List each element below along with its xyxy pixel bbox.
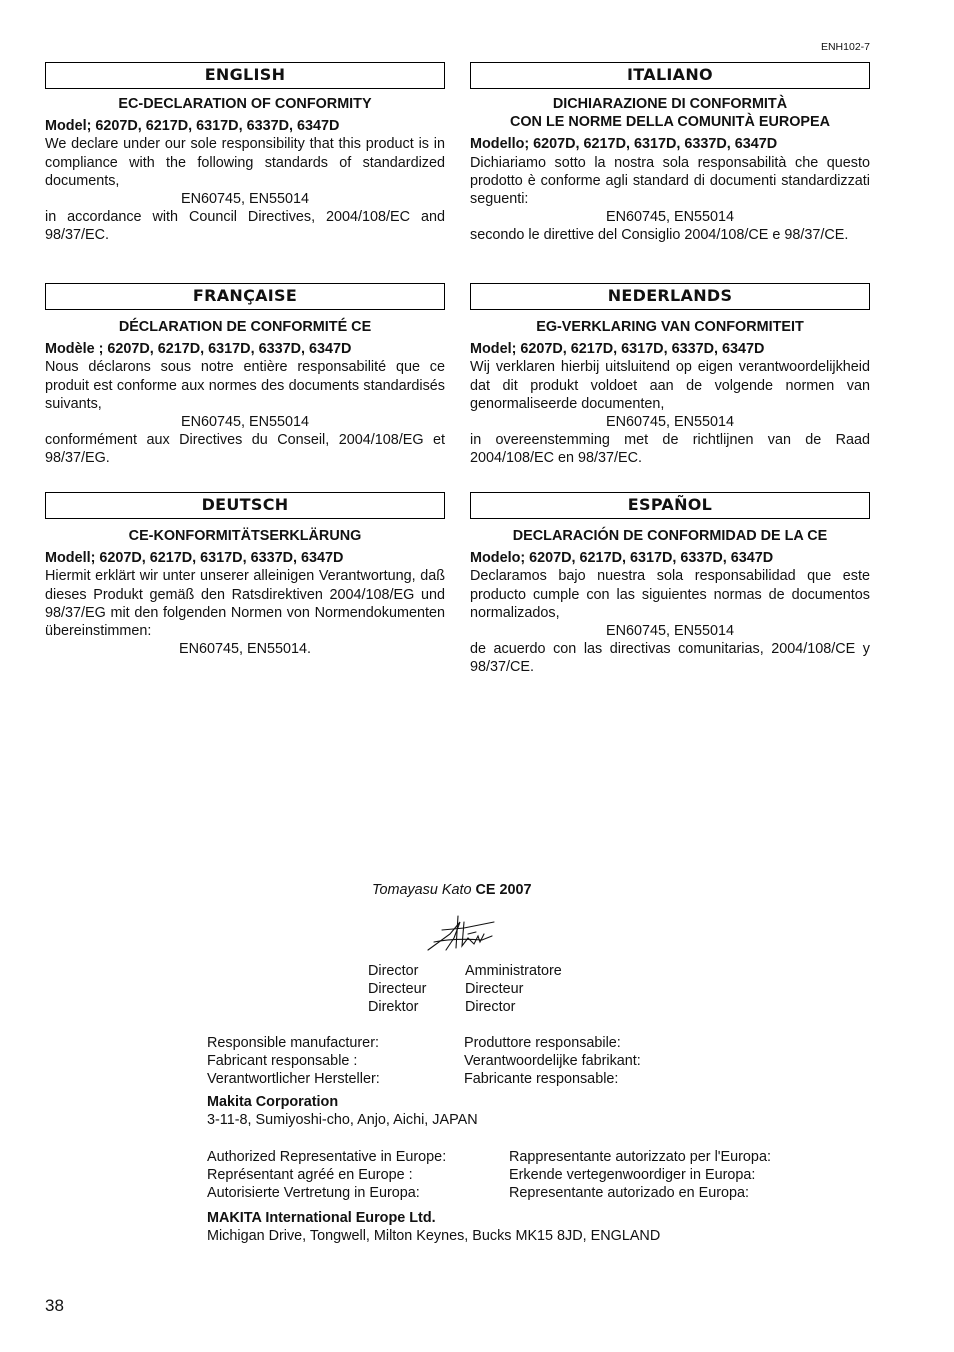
section-title-italiano: ITALIANO bbox=[470, 62, 870, 89]
title-right-3: Director bbox=[465, 999, 516, 1016]
title-right-2: Directeur bbox=[465, 981, 524, 998]
title-left-1: Director bbox=[368, 963, 419, 979]
section-title-nederlands: NEDERLANDS bbox=[470, 283, 870, 310]
section-nederlands bbox=[470, 283, 870, 468]
declaration-body: Wij verklaren hierbij uitsluitend op eigen verantwoordelijkheid dat dit produkt voldoet aan de volgende normen van genormaliseerde documenten, bbox=[470, 359, 870, 412]
manufacturer-label-nl: Verantwoordelijke fabrikant: bbox=[464, 1053, 641, 1070]
manufacturer-label-fr: Fabricant responsable : bbox=[207, 1053, 358, 1070]
representative-label-en: Authorized Representative in Europe: bbox=[207, 1149, 447, 1165]
model-line: Model; 6207D, 6217D, 6317D, 6337D, 6347D bbox=[470, 341, 765, 358]
title-right-1: Amministratore bbox=[465, 963, 562, 979]
declaration-body: Nous déclarons sous notre entière responsabilité que ce produit est conforme aux normes des documents standardisés suivants, bbox=[45, 359, 445, 412]
manufacturer-company: Makita Corporation bbox=[207, 1094, 339, 1110]
model-line: Model; 6207D, 6217D, 6317D, 6337D, 6347D bbox=[45, 118, 340, 135]
ce-year: CE 2007 bbox=[475, 882, 532, 898]
manufacturer-label-es: Fabricante responsable: bbox=[464, 1071, 619, 1088]
section-title-francaise: FRANÇAISE bbox=[45, 283, 445, 310]
manufacturer-labels bbox=[207, 1034, 704, 1089]
model-line: Modello; 6207D, 6217D, 6317D, 6337D, 6347D bbox=[470, 136, 778, 153]
manufacturer-address: 3-11-8, Sumiyoshi-cho, Anjo, Aichi, JAPAN bbox=[207, 1112, 478, 1128]
directives-line: in accordance with Council Directives, 2004/108/EC and 98/37/EC. bbox=[45, 209, 445, 244]
representative-labels bbox=[207, 1148, 809, 1203]
title-left-2: Directeur bbox=[368, 981, 427, 998]
declaration-body: Dichiariamo sotto la nostra sola responsabilità che questo prodotto è conforme agli standard di documenti standardizzati seguenti: bbox=[470, 154, 870, 208]
representative-label-nl: Erkende vertegenwoordiger in Europa: bbox=[509, 1167, 756, 1184]
page-number: 38 bbox=[45, 1296, 64, 1315]
section-deutsch bbox=[45, 492, 445, 658]
representative-label-de: Autorisierte Vertretung in Europa: bbox=[207, 1185, 420, 1202]
standards-line: EN60745, EN55014. bbox=[178, 641, 311, 658]
standards-line: EN60745, EN55014 bbox=[180, 191, 309, 208]
manufacturer-label-it: Produttore responsabile: bbox=[464, 1035, 621, 1051]
title-left-3: Direktor bbox=[368, 999, 419, 1016]
declaration-body: Hiermit erklärt wir unter unserer alleinigen Verantwortung, daß dieses Produkt gemäß den Ratsdirektiven 2004/108/EG und 98/37/EG mit den folgenden Normen von Normendokumenten übereinstimmen: bbox=[45, 568, 445, 640]
directives-line: secondo le direttive del Consiglio 2004/108/CE e 98/37/CE. bbox=[470, 227, 849, 244]
section-espanol bbox=[470, 492, 870, 677]
section-italiano bbox=[470, 62, 870, 245]
model-line: Modell; 6207D, 6217D, 6317D, 6337D, 6347D bbox=[45, 550, 344, 567]
representative-company: MAKITA International Europe Ltd. bbox=[207, 1210, 436, 1226]
model-line: Modèle ; 6207D, 6217D, 6317D, 6337D, 6347D bbox=[45, 341, 352, 358]
declaration-heading: DICHIARAZIONE DI CONFORMITÀ bbox=[552, 96, 788, 112]
declaration-body: Declaramos bajo nuestra sola responsabilidad que este producto cumple con las siguientes normas de documentos normalizados, bbox=[470, 568, 870, 621]
declaration-heading: CE-KONFORMITÄTSERKLÄRUNG bbox=[128, 528, 362, 544]
declaration-heading-line2: CON LE NORME DELLA COMUNITÀ EUROPEA bbox=[509, 114, 831, 131]
representative-label-es: Representante autorizado en Europa: bbox=[509, 1185, 750, 1202]
section-title-english: ENGLISH bbox=[45, 62, 445, 89]
declaration-heading: EG-VERKLARING VAN CONFORMITEIT bbox=[536, 319, 804, 335]
section-title-deutsch: DEUTSCH bbox=[45, 492, 445, 519]
directives-line: de acuerdo con las directivas comunitarias, 2004/108/CE y 98/37/CE. bbox=[470, 641, 870, 676]
section-english bbox=[45, 62, 445, 245]
representative-address: Michigan Drive, Tongwell, Milton Keynes, Bucks MK15 8JD, ENGLAND bbox=[207, 1228, 661, 1244]
declaration-body: We declare under our sole responsibility that this product is in compliance with the following standards of standardized documents, bbox=[45, 136, 445, 189]
signatory-titles bbox=[368, 962, 625, 1017]
signatory-name: Tomayasu Kato bbox=[372, 882, 472, 898]
representative-label-fr: Représentant agréé en Europe : bbox=[207, 1167, 413, 1184]
signature-image bbox=[424, 912, 498, 954]
manufacturer-label-en: Responsible manufacturer: bbox=[207, 1035, 379, 1051]
model-line: Modelo; 6207D, 6217D, 6317D, 6337D, 6347D bbox=[470, 550, 774, 567]
representative-label-it: Rappresentante autorizzato per l'Europa: bbox=[509, 1149, 771, 1165]
manufacturer-label-de: Verantwortlicher Hersteller: bbox=[207, 1071, 380, 1088]
section-title-espanol: ESPAÑOL bbox=[470, 492, 870, 519]
standards-line: EN60745, EN55014 bbox=[605, 623, 734, 640]
signatory-line bbox=[372, 881, 531, 899]
standards-line: EN60745, EN55014 bbox=[605, 209, 734, 226]
directives-line: conformément aux Directives du Conseil, 2004/108/EG et 98/37/EG. bbox=[45, 432, 445, 467]
section-francaise bbox=[45, 283, 445, 468]
declaration-heading: EC-DECLARATION OF CONFORMITY bbox=[118, 96, 372, 112]
standards-line: EN60745, EN55014 bbox=[605, 414, 734, 431]
standards-line: EN60745, EN55014 bbox=[180, 414, 309, 431]
document-code: ENH102-7 bbox=[820, 41, 870, 53]
directives-line: in overeenstemming met de richtlijnen van de Raad 2004/108/EC en 98/37/EC. bbox=[470, 432, 870, 467]
declaration-heading: DÉCLARATION DE CONFORMITÉ CE bbox=[118, 319, 372, 335]
declaration-heading: DECLARACIÓN DE CONFORMIDAD DE LA CE bbox=[512, 528, 828, 544]
